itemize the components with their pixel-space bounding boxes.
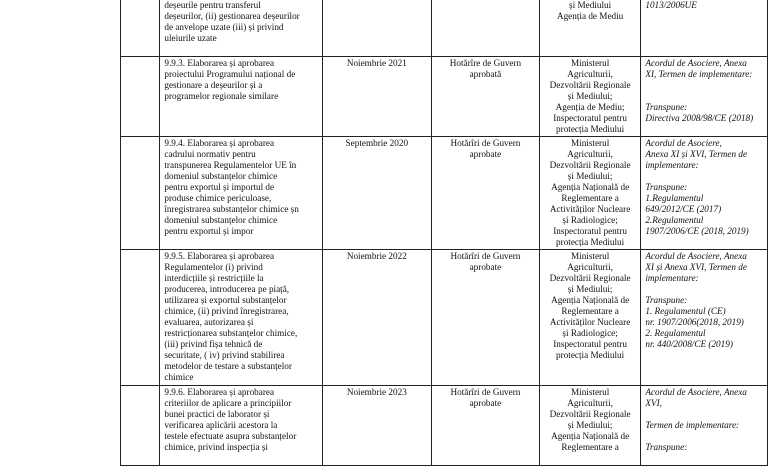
description-line: 9.9.5. Elaborarea și aprobarea — [164, 251, 275, 261]
responsible-line: Agenția Națională de — [551, 431, 630, 441]
table-cell-empty — [121, 250, 160, 386]
description-line: gestionare a deșeurilor și a — [164, 80, 263, 90]
reference-line: Transpune: — [645, 442, 688, 452]
reference-line: Acordul de Asociere, Anexa — [645, 58, 747, 68]
reference-line: implementare: — [645, 160, 699, 170]
description-line: criteriilor de aplicare a principiilor — [164, 398, 292, 408]
description-cell — [160, 0, 322, 57]
responsible-line: Ministerul — [570, 387, 610, 397]
responsible-line: Agenția de Mediu; — [555, 102, 625, 112]
description-line: produse chimice periculoase, — [164, 193, 272, 203]
description-line: 9.9.3. Elaborarea și aprobarea — [164, 58, 275, 68]
reference-line: implementare: — [645, 273, 699, 283]
description-line: securitate, ( iv) privind stabilirea — [164, 350, 285, 360]
responsible-line: Agenția de Mediu — [556, 11, 624, 21]
result-line: aprobate — [469, 398, 502, 408]
reference-cell — [641, 0, 768, 57]
reference-cell — [641, 57, 768, 137]
responsible-line: Activităților Nucleare — [549, 317, 631, 327]
responsible-line: Inspectoratul pentru — [553, 226, 627, 236]
result-cell — [432, 386, 540, 466]
reference-line: 1. Regulamentul (CE) — [645, 306, 726, 316]
responsible-line: și Mediului; — [567, 91, 613, 101]
description-cell — [160, 386, 322, 466]
responsible-line: protecția Mediului — [556, 237, 625, 247]
responsible-line: Inspectoratul pentru — [553, 339, 627, 349]
table-row — [121, 0, 768, 57]
responsible-cell — [539, 250, 641, 386]
description-line: chimice, privind inspecția și — [164, 442, 268, 452]
responsible-line: și Mediului; — [567, 171, 613, 181]
responsible-line: Agriculturii, — [567, 398, 613, 408]
reference-cell — [641, 137, 768, 250]
responsible-line: Activităților Nucleare — [549, 204, 631, 214]
responsible-line: Dezvoltării Regionale — [549, 160, 631, 170]
deadline-cell — [322, 0, 431, 57]
table-cell-empty — [121, 386, 160, 466]
table-cell-empty — [121, 0, 160, 57]
responsible-cell — [539, 386, 641, 466]
responsible-line: protecția Mediului — [556, 350, 625, 360]
description-line: restricționarea substanțelor chimice, — [164, 328, 298, 338]
description-line: proiectului Programului național de — [164, 69, 296, 79]
result-line: Hotărîri de Guvern — [450, 251, 521, 261]
description-line: deșeurile pentru transferul — [164, 0, 261, 10]
responsible-line: Agenția Națională de — [551, 295, 630, 305]
responsible-line: Ministerul — [570, 138, 610, 148]
reference-line: 2. Regulamentul — [645, 328, 706, 338]
description-line: verificarea aplicării acestora la — [164, 420, 278, 430]
responsible-line: Reglementare a — [561, 306, 619, 316]
table-cell-empty — [121, 137, 160, 250]
responsible-line: și Radiologice; — [562, 215, 618, 225]
deadline-text: Septembrie 2020 — [345, 138, 409, 148]
responsible-line: Reglementare a — [561, 193, 619, 203]
description-line: producerea, introducerea pe piață, — [164, 284, 290, 294]
reference-line: 1907/2006/CE (2018, 2019) — [645, 226, 749, 236]
responsible-line: și Mediului — [569, 0, 612, 10]
result-line: aprobate — [469, 262, 502, 272]
description-line: programelor regionale similare — [164, 91, 279, 101]
table-row — [121, 250, 768, 386]
responsible-line: și Radiologice; — [562, 328, 618, 338]
reference-line: 1.Regulamentul — [645, 193, 704, 203]
reference-cell — [641, 250, 768, 386]
reference-line: Transpune: — [645, 295, 688, 305]
responsible-line: Dezvoltării Regionale — [549, 80, 631, 90]
responsible-line: Agenția Națională de — [551, 182, 630, 192]
description-line: domeniul substanțelor chimice — [164, 171, 278, 181]
description-line: cadrului normativ pentru — [164, 149, 256, 159]
reference-line: 649/2012/CE (2017) — [645, 204, 722, 214]
reference-line: XI și Anexa XVI, Termen de — [645, 262, 747, 272]
reference-line: nr. 1907/2006(2018, 2019) — [645, 317, 744, 327]
description-line: înregistrarea substanțelor chimice șn — [164, 204, 299, 214]
responsible-line: Ministerul — [570, 58, 610, 68]
result-line: aprobată — [469, 69, 502, 79]
description-cell — [160, 250, 322, 386]
responsible-line: protecția Mediului — [556, 124, 625, 134]
description-line: uleiurile uzate — [164, 33, 217, 43]
deadline-text: Noiembrie 2021 — [346, 58, 407, 68]
reference-line: nr. 440/2008/CE (2019) — [645, 339, 733, 349]
description-line: Regulamentelor (i) privind — [164, 262, 263, 272]
responsible-line: Dezvoltării Regionale — [549, 273, 631, 283]
responsible-line: și Mediului; — [567, 284, 613, 294]
deadline-text: Noiembrie 2022 — [346, 251, 407, 261]
responsible-line: Dezvoltării Regionale — [549, 409, 631, 419]
reference-line: Transpune: — [645, 182, 688, 192]
reference-line: XI, Termen de implementare: — [645, 69, 753, 79]
result-cell — [432, 250, 540, 386]
table-row — [121, 137, 768, 250]
description-line: bunei practici de laborator și — [164, 409, 270, 419]
description-line: evaluarea, autorizarea și — [164, 317, 254, 327]
action-plan-table — [120, 0, 768, 466]
description-cell — [160, 137, 322, 250]
responsible-line: Agriculturii, — [567, 69, 613, 79]
result-line: Hotărîri de Guvern — [450, 138, 521, 148]
result-cell — [432, 57, 540, 137]
responsible-cell — [539, 137, 641, 250]
result-line: Hotărîri de Guvern — [450, 387, 521, 397]
description-line: de anvelope uzate (iii) și privind — [164, 22, 284, 32]
description-line: interdicțiile și restricțiile la — [164, 273, 264, 283]
description-line: transpunerea Regulamentelor UE în — [164, 160, 297, 170]
reference-line: XVI, — [645, 398, 662, 408]
description-cell — [160, 57, 322, 137]
reference-line: 1013/2006UE — [645, 0, 697, 10]
description-line: pentru exportul și impor — [164, 226, 254, 236]
reference-line: Transpune: — [645, 102, 688, 112]
result-line: aprobate — [469, 149, 502, 159]
description-line: testele efectuate asupra substanțelor — [164, 431, 297, 441]
table-row — [121, 57, 768, 137]
description-line: domeniul substanțelor chimice — [164, 215, 278, 225]
deadline-cell — [322, 250, 431, 386]
responsible-line: Agriculturii, — [567, 149, 613, 159]
responsible-line: și Mediului; — [567, 420, 613, 430]
reference-line: Directiva 2008/98/CE (2018) — [645, 113, 754, 123]
description-line: pentru exportul și importul de — [164, 182, 275, 192]
reference-cell — [641, 386, 768, 466]
reference-line: Acordul de Asociere, — [645, 138, 722, 148]
reference-line: 2.Regulamentul — [645, 215, 704, 225]
result-cell — [432, 0, 540, 57]
reference-line: Anexa XI și XVI, Termen de — [645, 149, 748, 159]
description-line: chimice, (ii) privind înregistrarea, — [164, 306, 289, 316]
responsible-line: Reglementare a — [561, 442, 619, 452]
description-line: 9.9.6. Elaborarea și aprobarea — [164, 387, 275, 397]
responsible-line: Agriculturii, — [567, 262, 613, 272]
table-row — [121, 386, 768, 466]
description-line: 9.9.4. Elaborarea și aprobarea — [164, 138, 275, 148]
reference-line: Acordul de Asociere, Anexa — [645, 387, 747, 397]
deadline-cell — [322, 386, 431, 466]
description-line: chimice — [164, 372, 194, 382]
responsible-cell — [539, 57, 641, 137]
description-line: utilizarea și exportul substanțelor — [164, 295, 287, 305]
deadline-cell — [322, 137, 431, 250]
table-cell-empty — [121, 57, 160, 137]
deadline-text: Noiembrie 2023 — [346, 387, 407, 397]
description-line: (iii) privind fișa tehnică de — [164, 339, 263, 349]
result-cell — [432, 137, 540, 250]
result-line: Hotărîre de Guvern — [449, 58, 522, 68]
reference-line: Termen de implementare: — [645, 420, 740, 430]
description-line: metodelor de testare a substanțelor — [164, 361, 292, 371]
reference-line: Acordul de Asociere, Anexa — [645, 251, 747, 261]
description-line: deșeurilor, (ii) gestionarea deșeurilor — [164, 11, 300, 21]
responsible-cell — [539, 0, 641, 57]
deadline-cell — [322, 57, 431, 137]
responsible-line: Ministerul — [570, 251, 610, 261]
responsible-line: Inspectoratul pentru — [553, 113, 627, 123]
